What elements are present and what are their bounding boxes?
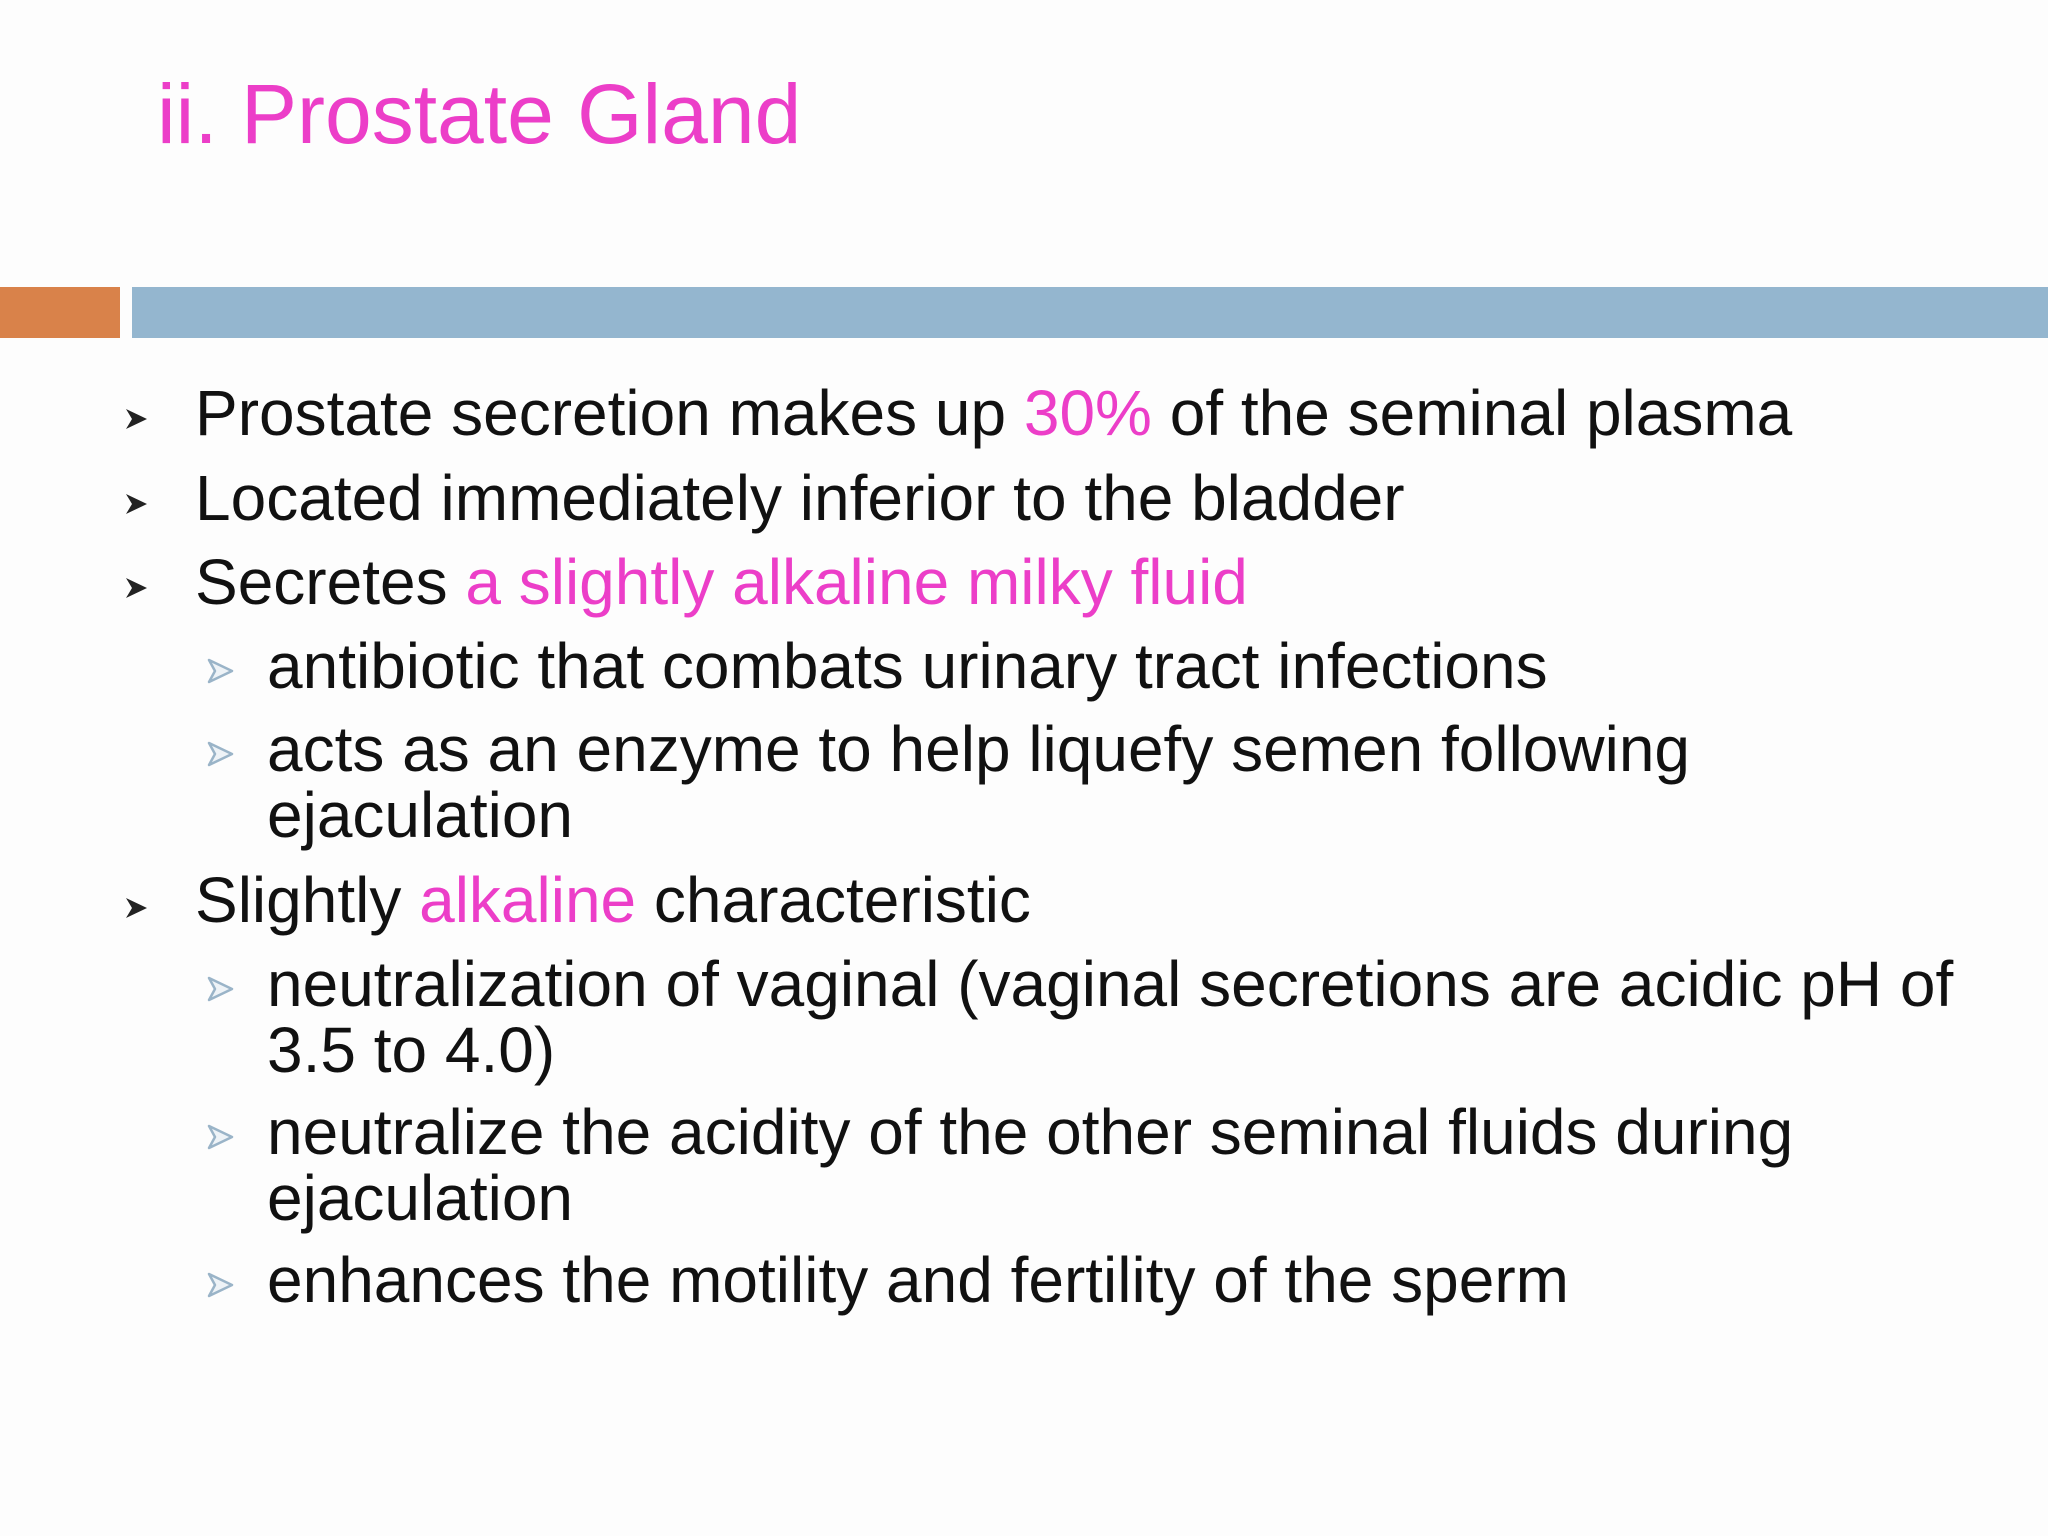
- sub-bullet-item: [267, 713, 2007, 851]
- sub-bullet-item: [267, 948, 2007, 1086]
- arrowhead-icon: [125, 493, 149, 515]
- sub-bullet-item: [267, 1244, 2007, 1316]
- outline-arrowhead-icon: [207, 1272, 235, 1298]
- bullet-item: [195, 377, 1995, 449]
- arrowhead-icon: [125, 408, 149, 430]
- bullet-item: [195, 462, 1995, 534]
- bullet-text: Located immediately inferior to the bladder: [195, 462, 1405, 534]
- outline-arrowhead-icon: [207, 976, 235, 1002]
- bullet-text: characteristic: [636, 864, 1031, 936]
- bullet-text: Slightly: [195, 864, 420, 936]
- sub-bullet-item: [267, 1096, 2007, 1234]
- highlight-text: a slightly alkaline milky fluid: [465, 546, 1248, 618]
- highlight-text: 30%: [1023, 377, 1152, 449]
- bullet-item: [195, 546, 1995, 618]
- sub-bullet-text: acts as an enzyme to help liquefy semen following ejaculation: [267, 713, 1690, 851]
- sub-bullet-text: neutralization of vaginal (vaginal secretions are acidic pH of 3.5 to 4.0): [267, 948, 1954, 1086]
- bullet-text: of the seminal plasma: [1151, 377, 1793, 449]
- sub-bullet-text: neutralize the acidity of the other seminal fluids during ejaculation: [267, 1096, 1794, 1234]
- arrowhead-icon: [125, 577, 149, 599]
- bullet-text: Prostate secretion makes up: [195, 377, 1024, 449]
- highlight-text: alkaline: [419, 864, 637, 936]
- sub-bullet-text: antibiotic that combats urinary tract infections: [267, 630, 1548, 702]
- slide-title: ii. Prostate Gland: [157, 67, 802, 161]
- bullet-text: Secretes: [195, 546, 466, 618]
- outline-arrowhead-icon: [207, 741, 235, 767]
- bullet-item: [195, 864, 1995, 936]
- outline-arrowhead-icon: [207, 658, 235, 684]
- outline-arrowhead-icon: [207, 1124, 235, 1150]
- arrowhead-icon: [125, 897, 149, 919]
- sub-bullet-item: [267, 630, 2007, 702]
- sub-bullet-text: enhances the motility and fertility of the sperm: [267, 1244, 1569, 1316]
